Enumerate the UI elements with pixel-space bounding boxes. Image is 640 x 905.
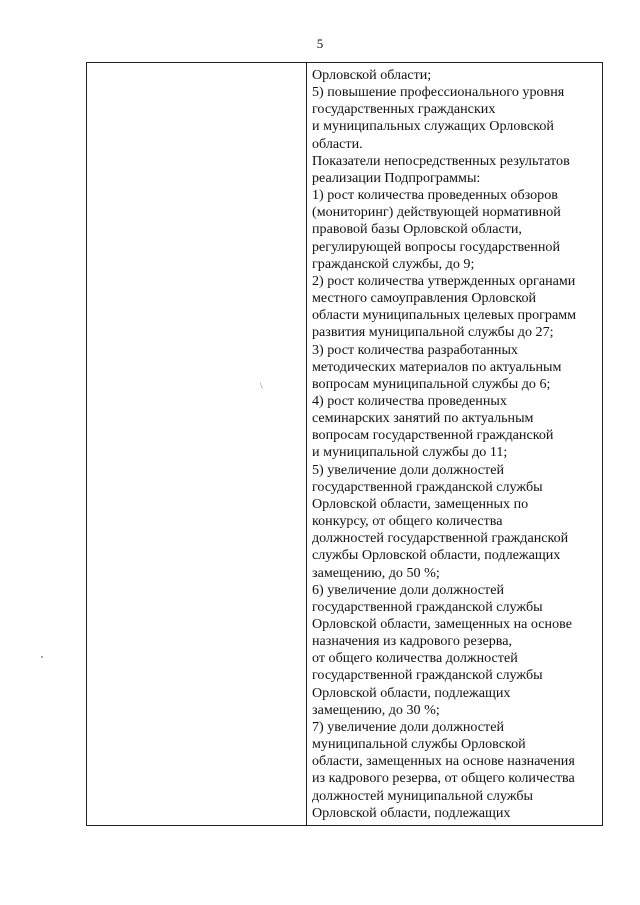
page-number: 5 [316, 36, 324, 51]
text-line: государственной гражданской службы [312, 598, 543, 615]
text-line: 1) рост количества проведенных обзоров [312, 187, 558, 204]
text-line: местного самоуправления Орловской [312, 290, 537, 307]
text-line: 6) увеличение доли должностей [312, 581, 505, 598]
text-line: Показатели непосредственных результатов [312, 152, 570, 169]
text-line: правовой базы Орловской области, [312, 221, 522, 238]
text-line: и муниципальной службы до 11; [312, 444, 508, 461]
text-line: должностей государственной гражданской [312, 530, 569, 547]
text-line: муниципальной службы Орловской [312, 736, 526, 753]
text-line: и муниципальных служащих Орловской [312, 118, 554, 135]
text-line: конкурсу, от общего количества [312, 513, 503, 530]
scan-speck [41, 656, 43, 658]
text-line: Орловской области, подлежащих [312, 804, 511, 821]
text-line: гражданской службы, до 9; [312, 255, 475, 272]
text-line: Орловской области; [312, 67, 432, 83]
text-line: 7) увеличение доли должностей [312, 718, 505, 735]
text-line: вопросам муниципальной службы до 6; [312, 375, 551, 392]
text-line: Орловской области, подлежащих [312, 684, 511, 701]
text-line: (мониторинг) действующей нормативной [312, 204, 561, 221]
text-line: назначения из кадрового резерва, [312, 633, 513, 650]
text-line: государственной гражданской службы [312, 478, 543, 495]
text-line: службы Орловской области, подлежащих [312, 547, 561, 564]
text-line: реализации Подпрограммы: [312, 169, 481, 186]
text-line: области муниципальных целевых программ [312, 307, 577, 324]
text-line: регулирующей вопросы государственной [312, 238, 560, 255]
text-line: методических материалов по актуальным [312, 358, 562, 375]
table-left-cell [87, 63, 307, 825]
text-line: от общего количества должностей [312, 650, 518, 667]
text-line: Орловской области, замещенных на основе [312, 616, 572, 632]
text-line: развития муниципальной службы до 27; [312, 324, 554, 341]
text-line: 5) увеличение доли должностей [312, 461, 505, 478]
text-line: государственной гражданской службы [312, 667, 543, 684]
text-line: государственных гражданских [312, 101, 496, 118]
text-line: вопросам государственной гражданской [312, 427, 554, 444]
text-line: 2) рост количества утвержденных органами [312, 272, 576, 289]
text-line: из кадрового резерва, от общего количества [312, 770, 575, 787]
table-right-cell [307, 63, 602, 825]
text-line: Орловской области, замещенных по [312, 495, 529, 512]
text-line: 5) повышение профессионального уровня [312, 84, 565, 101]
stray-mark: \ [260, 381, 263, 391]
text-line: замещению, до 50 %; [312, 564, 440, 581]
text-line: семинарских занятий по актуальным [312, 410, 534, 427]
text-line: должностей муниципальной службы [312, 787, 533, 804]
text-line: 3) рост количества разработанных [312, 341, 518, 358]
text-line: замещению, до 30 %; [312, 701, 440, 718]
text-line: области, замещенных на основе назначения [312, 753, 575, 770]
text-line: 4) рост количества проведенных [312, 392, 507, 409]
document-table [86, 62, 603, 826]
text-line: области. [312, 135, 363, 152]
